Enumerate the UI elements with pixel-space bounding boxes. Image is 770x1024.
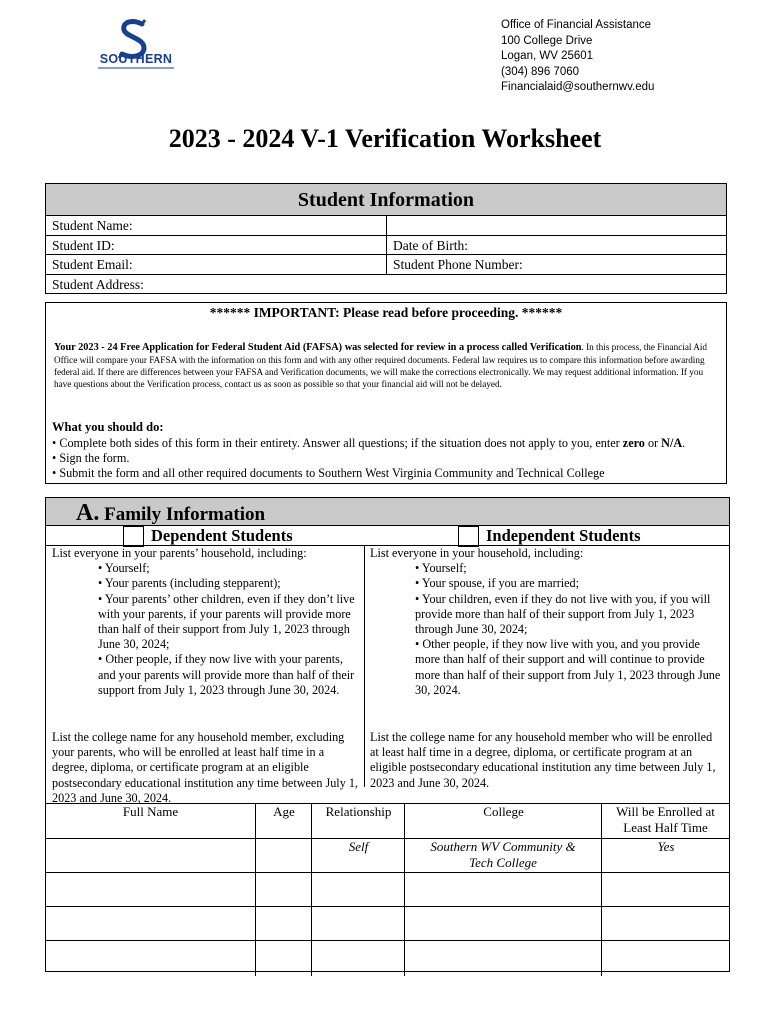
important-paragraph (54, 341, 718, 390)
cell-age[interactable] (255, 907, 312, 940)
cell-college[interactable] (404, 941, 602, 976)
list-item: • Your parents’ other children, even if they don’t live with your parents, if your parents will provide more than half of their support from July 1, 2023 through June 30, 2024; (98, 591, 355, 652)
cell-college[interactable] (404, 873, 602, 906)
independent-students-checkbox[interactable] (458, 526, 479, 547)
student-id-row (46, 236, 726, 256)
dependent-college-note: List the college name for any household member, excluding your parents, who will be enrolled at least half time in a degree, diploma, or certificate program at an eligible postsecondary educational institution any time between July 1, 2023 and June 30, 2024. (52, 730, 358, 805)
table-row (46, 838, 729, 872)
student-name-field[interactable]: Student Name: (46, 216, 387, 235)
cell-full-name[interactable] (46, 839, 255, 872)
cell-full-name[interactable] (46, 907, 255, 940)
student-name-row (46, 216, 726, 236)
cell-age[interactable] (255, 873, 312, 906)
cell-age[interactable] (255, 839, 312, 872)
list-item: • Your parents (including stepparent); (98, 576, 281, 591)
independent-college-note: List the college name for any household member who will be enrolled at least half time in a degree, diploma, or certificate program at an eligible postsecondary educational institution any time between July 1, 2023 and June 30, 2024. (370, 730, 716, 790)
section-letter: A. (76, 500, 100, 526)
dependent-students-checkbox[interactable] (123, 526, 144, 547)
table-row (46, 940, 729, 976)
list-item: • Yourself; (415, 561, 467, 576)
independent-students-title: Independent Students (486, 526, 641, 545)
important-intro-rest: . In this process, the Financial Aid Office will compare your FAFSA with the information on this form and with any other required documents. Federal law requires us to compare this information before awarding federal aid. If there are differences between your FAFSA and Verification documents, we will make the corrections electronically. We may request additional information. If you have questions about the Verification process, contact us as soon as possible so that your financial aid will not be delayed. (54, 342, 708, 389)
student-name-extra-field[interactable] (387, 216, 726, 235)
independent-instructions (370, 546, 724, 698)
list-item: • Complete both sides of this form in their entirety. Answer all questions; if the situation does not apply to you, enter zero or N/A. (52, 436, 686, 450)
table-row (46, 872, 729, 906)
cell-enrolled[interactable] (601, 873, 730, 906)
header-relationship: Relationship (311, 804, 405, 838)
student-id-field[interactable]: Student ID: (46, 236, 387, 255)
dependent-instructions (52, 546, 360, 698)
cell-college[interactable] (404, 907, 602, 940)
header-age: Age (255, 804, 312, 838)
list-item: • Other people, if they now live with your parents, and your parents will provide more than half of their support from July 1, 2023 through June 30, 2024. (98, 652, 355, 697)
important-intro-bold: Your 2023 - 24 Free Application for Federal Student Aid (FAFSA) was selected for review in a process called Verification (54, 342, 582, 353)
table-row (46, 906, 729, 940)
header-college: College (404, 804, 602, 838)
student-information-header: Student Information (46, 184, 726, 216)
list-item: • Your spouse, if you are married; (415, 576, 580, 591)
cell-full-name[interactable] (46, 873, 255, 906)
cell-age[interactable] (255, 941, 312, 976)
office-phone: (304) 896 7060 (501, 65, 580, 78)
office-contact (501, 18, 654, 96)
list-item: • Submit the form and all other required documents to Southern West Virginia Community and Technical College (52, 466, 605, 481)
cell-relationship[interactable]: Self (311, 839, 405, 872)
header-full-name: Full Name (122, 804, 179, 819)
cell-enrolled[interactable] (601, 941, 730, 976)
column-divider (364, 546, 365, 787)
page-title: 2023 - 2024 V-1 Verification Worksheet (168, 124, 602, 153)
what-you-should-do-header: What you should do: (52, 420, 164, 434)
list-item: • Other people, if they now live with you, and you provide more than half of their support and will continue to provide more than half of their support from July 1, 2023 through June 30, 2024. (415, 637, 721, 697)
logo-underline (98, 67, 174, 69)
header-enrolled: Will be Enrolled at Least Half Time (601, 804, 729, 838)
student-information-box (45, 183, 727, 294)
office-city: Logan, WV 25601 (501, 50, 594, 63)
list-item: • Yourself; (98, 561, 150, 576)
table-header-row (46, 803, 729, 838)
student-email-field[interactable]: Student Email: (46, 255, 387, 274)
student-phone-field[interactable]: Student Phone Number: (393, 257, 523, 272)
logo-text: SOUTHERN (99, 52, 173, 66)
family-header-text: Family Information (104, 504, 266, 525)
date-of-birth-field[interactable]: Date of Birth: (393, 237, 468, 253)
cell-relationship[interactable] (311, 873, 405, 906)
cell-relationship[interactable] (311, 907, 405, 940)
independent-lead: List everyone in your household, including: (370, 546, 584, 560)
cell-college[interactable]: Southern WV Community & Tech College (404, 839, 601, 872)
dependent-students-title: Dependent Students (151, 526, 293, 545)
important-header: ****** IMPORTANT: Please read before proceeding. ****** (209, 305, 563, 320)
list-item: • Your children, even if they do not live with you, if you will provide more than half of their support from July 1, 2023 through June 30, 2024; (415, 591, 711, 637)
cell-enrolled[interactable] (601, 907, 730, 940)
student-email-row (46, 255, 726, 275)
office-street: 100 College Drive (501, 34, 593, 47)
cell-full-name[interactable] (46, 941, 255, 976)
dependent-lead: List everyone in your parents’ household, including: (52, 546, 307, 560)
family-information-section (45, 497, 730, 972)
what-you-should-do-list (52, 436, 685, 482)
family-information-header (46, 498, 729, 526)
cell-enrolled[interactable]: Yes (601, 839, 730, 872)
student-address-row (46, 275, 726, 294)
office-name: Office of Financial Assistance (501, 19, 651, 31)
household-table (46, 803, 729, 976)
cell-relationship[interactable] (311, 941, 405, 976)
list-item: • Sign the form. (52, 451, 130, 466)
important-notice-box (45, 302, 727, 484)
student-address-field[interactable]: Student Address: (52, 276, 144, 292)
office-email: Financialaid@southernwv.edu (501, 81, 655, 94)
